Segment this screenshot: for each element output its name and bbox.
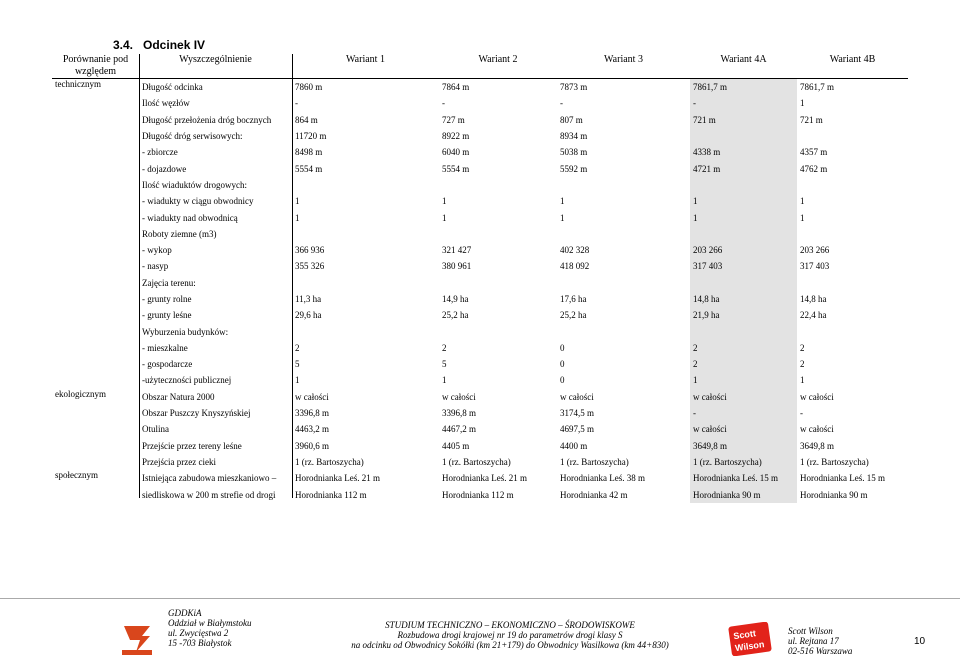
value-cell: 1 xyxy=(690,372,797,388)
value-cell: Horodnianka Leś. 38 m xyxy=(560,473,645,484)
item-cell: Długość odcinka xyxy=(142,82,203,93)
value-cell: 4762 m xyxy=(800,163,828,174)
value-cell: 22,4 ha xyxy=(800,310,827,321)
footer-middle-line: na odcinku od Obwodnicy Sokółki (km 21+179) do Obwodnicy Wasilkowa (km 44+830) xyxy=(351,640,669,650)
value-cell xyxy=(292,275,439,291)
value-cell: 2 xyxy=(442,342,447,353)
item-cell: Obszar Natura 2000 xyxy=(142,391,215,402)
value-cell: 3649,8 m xyxy=(800,440,835,451)
value-cell xyxy=(557,275,690,291)
value-cell xyxy=(292,226,439,242)
value-cell: 1 xyxy=(690,209,797,225)
value-cell: 5554 m xyxy=(442,163,470,174)
value-cell: 0 xyxy=(560,359,565,370)
criterion-cell xyxy=(52,356,139,372)
table-row xyxy=(52,193,908,209)
item-cell: Wyburzenia budynków: xyxy=(142,326,229,337)
value-cell: 1 xyxy=(442,196,447,207)
value-cell: 5 xyxy=(442,359,447,370)
value-cell: 4463,2 m xyxy=(295,424,330,435)
table-header-row xyxy=(52,54,908,79)
item-cell: Roboty ziemne (m3) xyxy=(142,228,217,239)
value-cell: w całości xyxy=(690,421,797,437)
value-cell: 21,9 ha xyxy=(690,307,797,323)
item-cell: Otulina xyxy=(142,424,169,435)
criterion-cell xyxy=(52,323,139,339)
value-cell: 5038 m xyxy=(560,147,588,158)
value-cell: 2 xyxy=(690,356,797,372)
value-cell: 2 xyxy=(295,342,300,353)
criterion-cell xyxy=(52,242,139,258)
header-variant-4a: Wariant 4A xyxy=(690,54,797,79)
value-cell: 321 427 xyxy=(442,245,472,256)
value-cell: 7861,7 m xyxy=(690,79,797,96)
header-variant-4b: Wariant 4B xyxy=(797,54,908,79)
value-cell: 1 xyxy=(442,375,447,386)
value-cell: 1 xyxy=(800,212,805,223)
value-cell: Horodnianka 42 m xyxy=(560,489,628,500)
table-row xyxy=(52,421,908,437)
value-cell xyxy=(292,177,439,193)
value-cell: 380 961 xyxy=(442,261,472,272)
svg-text:Scott: Scott xyxy=(732,628,757,642)
value-cell: w całości xyxy=(442,391,476,402)
value-cell: 366 936 xyxy=(295,245,325,256)
header-variant-2: Wariant 2 xyxy=(439,54,557,79)
table-row xyxy=(52,242,908,258)
item-cell: Przejścia przez cieki xyxy=(142,456,216,467)
value-cell: 402 328 xyxy=(560,245,590,256)
table-row xyxy=(52,291,908,307)
item-cell: Istniejąca zabudowa mieszkaniowo – xyxy=(142,473,277,484)
criterion-cell xyxy=(52,95,139,111)
criterion-cell xyxy=(52,209,139,225)
value-cell: 5592 m xyxy=(560,163,588,174)
table-row xyxy=(52,405,908,421)
gddkia-logo xyxy=(120,622,154,656)
value-cell: w całości xyxy=(295,391,329,402)
criterion-cell xyxy=(52,340,139,356)
section-title: Odcinek IV xyxy=(143,38,206,52)
value-cell xyxy=(439,177,557,193)
table-row xyxy=(52,226,908,242)
value-cell: Horodnianka 112 m xyxy=(442,489,514,500)
value-cell: 14,8 ha xyxy=(800,294,827,304)
value-cell: 317 403 xyxy=(690,258,797,274)
criterion-cell xyxy=(52,405,139,421)
value-cell: 25,2 ha xyxy=(560,310,587,321)
table-row xyxy=(52,454,908,470)
value-cell: w całości xyxy=(690,389,797,405)
header-comparison: Porównanie pod względem xyxy=(52,54,139,79)
value-cell xyxy=(439,275,557,291)
value-cell: 7860 m xyxy=(295,82,323,93)
value-cell: 721 m xyxy=(690,112,797,128)
item-cell: -użyteczności publicznej xyxy=(142,375,232,386)
criterion-cell xyxy=(52,454,139,470)
value-cell: 8498 m xyxy=(295,147,323,158)
criterion-cell xyxy=(52,307,139,323)
item-cell: - grunty rolne xyxy=(142,294,192,304)
value-cell xyxy=(690,128,797,144)
item-cell: - wiadukty nad obwodnicą xyxy=(142,212,238,223)
value-cell: 807 m xyxy=(560,114,583,125)
value-cell: 0 xyxy=(560,375,565,386)
column-divider xyxy=(292,54,293,498)
value-cell: 4721 m xyxy=(690,160,797,176)
value-cell: 7873 m xyxy=(560,82,588,93)
table-row xyxy=(52,258,908,274)
value-cell: 1 xyxy=(295,212,300,223)
value-cell: 203 266 xyxy=(690,242,797,258)
criterion-cell: społecznym xyxy=(55,470,98,481)
column-divider xyxy=(139,54,140,498)
item-cell: - nasyp xyxy=(142,261,169,272)
value-cell: Horodnianka Leś. 15 m xyxy=(800,473,885,484)
criterion-cell xyxy=(52,144,139,160)
value-cell: w całości xyxy=(560,391,594,402)
criterion-cell: ekologicznym xyxy=(55,388,106,399)
item-cell: Długość przełożenia dróg bocznych xyxy=(142,114,272,125)
value-cell: 8934 m xyxy=(560,131,588,142)
value-cell: 11,3 ha xyxy=(295,294,322,304)
item-cell: - dojazdowe xyxy=(142,163,187,174)
value-cell xyxy=(690,275,797,291)
svg-text:Wilson: Wilson xyxy=(734,639,765,654)
criterion-cell xyxy=(52,486,139,502)
item-cell: - zbiorcze xyxy=(142,147,178,158)
value-cell: 3174,5 m xyxy=(560,408,595,419)
value-cell: 4467,2 m xyxy=(442,424,477,435)
value-cell: Horodnianka 90 m xyxy=(800,489,868,500)
value-cell xyxy=(690,226,797,242)
item-cell: - grunty leśne xyxy=(142,310,192,321)
value-cell: - xyxy=(295,98,298,109)
value-cell: 5 xyxy=(295,359,300,370)
table-row xyxy=(52,79,908,96)
item-cell: - wiadukty w ciągu obwodnicy xyxy=(142,196,254,207)
value-cell: 1 xyxy=(800,98,805,109)
value-cell: w całości xyxy=(800,391,834,402)
value-cell xyxy=(690,323,797,339)
comparison-table xyxy=(52,54,908,503)
value-cell: - xyxy=(442,98,445,109)
value-cell: 355 326 xyxy=(295,261,325,272)
criterion-cell xyxy=(52,421,139,437)
table-row xyxy=(52,177,908,193)
value-cell: 8922 m xyxy=(442,131,470,142)
value-cell: 14,8 ha xyxy=(690,291,797,307)
footer-right-line: 02-516 Warszawa xyxy=(788,646,853,656)
value-cell: 29,6 ha xyxy=(295,310,322,321)
table-row xyxy=(52,323,908,339)
value-cell: - xyxy=(690,405,797,421)
criterion-cell xyxy=(52,438,139,454)
value-cell: 1 xyxy=(295,196,300,207)
table-row xyxy=(52,275,908,291)
value-cell: 4400 m xyxy=(560,440,588,451)
value-cell: - xyxy=(690,95,797,111)
value-cell: 4338 m xyxy=(690,144,797,160)
header-variant-3: Wariant 3 xyxy=(557,54,690,79)
value-cell: 2 xyxy=(800,342,805,353)
footer-left-line: 15 -703 Białystok xyxy=(168,638,232,648)
value-cell: Horodnianka Leś. 21 m xyxy=(442,473,527,484)
value-cell: 3396,8 m xyxy=(295,408,330,419)
value-cell: 1 xyxy=(295,375,300,386)
value-cell xyxy=(292,323,439,339)
value-cell: 7864 m xyxy=(442,82,470,93)
value-cell xyxy=(439,226,557,242)
item-cell: - mieszkalne xyxy=(142,342,188,353)
scott-wilson-logo xyxy=(728,622,772,656)
value-cell: 4697,5 m xyxy=(560,424,595,435)
value-cell: Horodnianka 90 m xyxy=(690,486,797,502)
value-cell: 5554 m xyxy=(295,163,323,174)
criterion-cell xyxy=(52,258,139,274)
table-row xyxy=(52,112,908,128)
value-cell xyxy=(557,177,690,193)
value-cell xyxy=(690,177,797,193)
table-row xyxy=(52,160,908,176)
footer-left xyxy=(168,608,252,648)
criterion-cell xyxy=(52,128,139,144)
value-cell xyxy=(797,226,908,242)
value-cell: Horodnianka 112 m xyxy=(295,489,367,500)
table-row xyxy=(52,372,908,388)
value-cell xyxy=(797,128,908,144)
table-row xyxy=(52,438,908,454)
criterion-cell xyxy=(52,291,139,307)
footer-divider xyxy=(0,598,960,599)
criterion-cell xyxy=(52,160,139,176)
value-cell: - xyxy=(800,408,803,419)
value-cell xyxy=(557,226,690,242)
table-row xyxy=(52,307,908,323)
value-cell: 4357 m xyxy=(800,147,828,158)
table-row xyxy=(52,209,908,225)
value-cell: w całości xyxy=(800,424,834,435)
section-number: 3.4. xyxy=(113,38,134,52)
criterion-cell xyxy=(52,177,139,193)
value-cell: 1 xyxy=(442,212,447,223)
criterion-cell xyxy=(52,193,139,209)
table-row xyxy=(52,340,908,356)
footer-left-line: Oddział w Białymstoku xyxy=(168,618,252,628)
value-cell: 3396,8 m xyxy=(442,408,477,419)
value-cell: 1 xyxy=(560,212,565,223)
value-cell: Horodnianka Leś. 15 m xyxy=(690,470,797,486)
footer-middle-line: STUDIUM TECHNICZNO – EKONOMICZNO – ŚRODOWISKOWE xyxy=(385,620,635,630)
criterion-cell xyxy=(52,372,139,388)
value-cell: 317 403 xyxy=(800,261,830,272)
value-cell: 418 092 xyxy=(560,261,590,272)
table-body xyxy=(52,79,908,503)
value-cell: 3649,8 m xyxy=(690,438,797,454)
footer-middle xyxy=(350,620,670,650)
item-cell: Ilość wiaduktów drogowych: xyxy=(142,179,247,190)
header-specification: Wyszczególnienie xyxy=(139,54,292,79)
item-cell: - wykop xyxy=(142,245,172,256)
value-cell: 7861,7 m xyxy=(800,82,835,93)
value-cell: 864 m xyxy=(295,114,318,125)
value-cell: 4405 m xyxy=(442,440,470,451)
section-heading xyxy=(113,38,215,52)
criterion-cell xyxy=(52,112,139,128)
value-cell xyxy=(797,275,908,291)
value-cell: 14,9 ha xyxy=(442,294,469,304)
value-cell: 3960,6 m xyxy=(295,440,330,451)
value-cell: 721 m xyxy=(800,114,823,125)
item-cell: - gospodarcze xyxy=(142,359,193,370)
value-cell xyxy=(439,323,557,339)
table-row xyxy=(52,144,908,160)
item-cell: Przejście przez tereny leśne xyxy=(142,440,242,451)
value-cell: 727 m xyxy=(442,114,465,125)
value-cell: Horodnianka Leś. 21 m xyxy=(295,473,380,484)
value-cell: 203 266 xyxy=(800,245,830,256)
table-row xyxy=(52,486,908,502)
value-cell: 6040 m xyxy=(442,147,470,158)
value-cell: 2 xyxy=(800,359,805,370)
value-cell xyxy=(797,177,908,193)
value-cell: 1 (rz. Bartoszycha) xyxy=(690,454,797,470)
item-cell: siedliskowa w 200 m strefie od drogi xyxy=(142,489,276,500)
footer-left-line: ul. Zwycięstwa 2 xyxy=(168,628,229,638)
value-cell: 25,2 ha xyxy=(442,310,469,321)
value-cell: 1 (rz. Bartoszycha) xyxy=(442,456,511,467)
value-cell: 1 (rz. Bartoszycha) xyxy=(800,456,869,467)
table-row xyxy=(52,356,908,372)
item-cell: Ilość węzłów xyxy=(142,98,190,109)
page-number: 10 xyxy=(914,636,926,647)
header-variant-1: Wariant 1 xyxy=(292,54,439,79)
item-cell: Długość dróg serwisowych: xyxy=(142,131,243,142)
value-cell: 1 xyxy=(800,375,805,386)
value-cell xyxy=(797,323,908,339)
criterion-cell xyxy=(52,275,139,291)
value-cell: 2 xyxy=(690,340,797,356)
value-cell: - xyxy=(560,98,563,109)
item-cell: Obszar Puszczy Knyszyńskiej xyxy=(142,408,251,419)
footer-middle-line: Rozbudowa drogi krajowej nr 19 do parametrów drogi klasy S xyxy=(397,630,623,640)
criterion-cell: technicznym xyxy=(55,79,101,89)
footer-left-line: GDDKiA xyxy=(168,608,202,618)
criterion-cell xyxy=(52,226,139,242)
item-cell: Zajęcia terenu: xyxy=(142,277,196,288)
table-row xyxy=(52,95,908,111)
table-row xyxy=(52,389,908,405)
footer-right xyxy=(788,626,852,656)
footer-right-line: Scott Wilson xyxy=(788,626,833,636)
value-cell: 1 xyxy=(690,193,797,209)
value-cell: 1 xyxy=(560,196,565,207)
table-row xyxy=(52,470,908,486)
value-cell: 11720 m xyxy=(295,131,327,142)
value-cell: 0 xyxy=(560,342,565,353)
table-row xyxy=(52,128,908,144)
value-cell: 17,6 ha xyxy=(560,294,587,304)
value-cell: 1 xyxy=(800,196,805,207)
value-cell: 1 (rz. Bartoszycha) xyxy=(295,456,364,467)
value-cell xyxy=(557,323,690,339)
value-cell: 1 (rz. Bartoszycha) xyxy=(560,456,629,467)
footer-right-line: ul. Rejtana 17 xyxy=(788,636,839,646)
